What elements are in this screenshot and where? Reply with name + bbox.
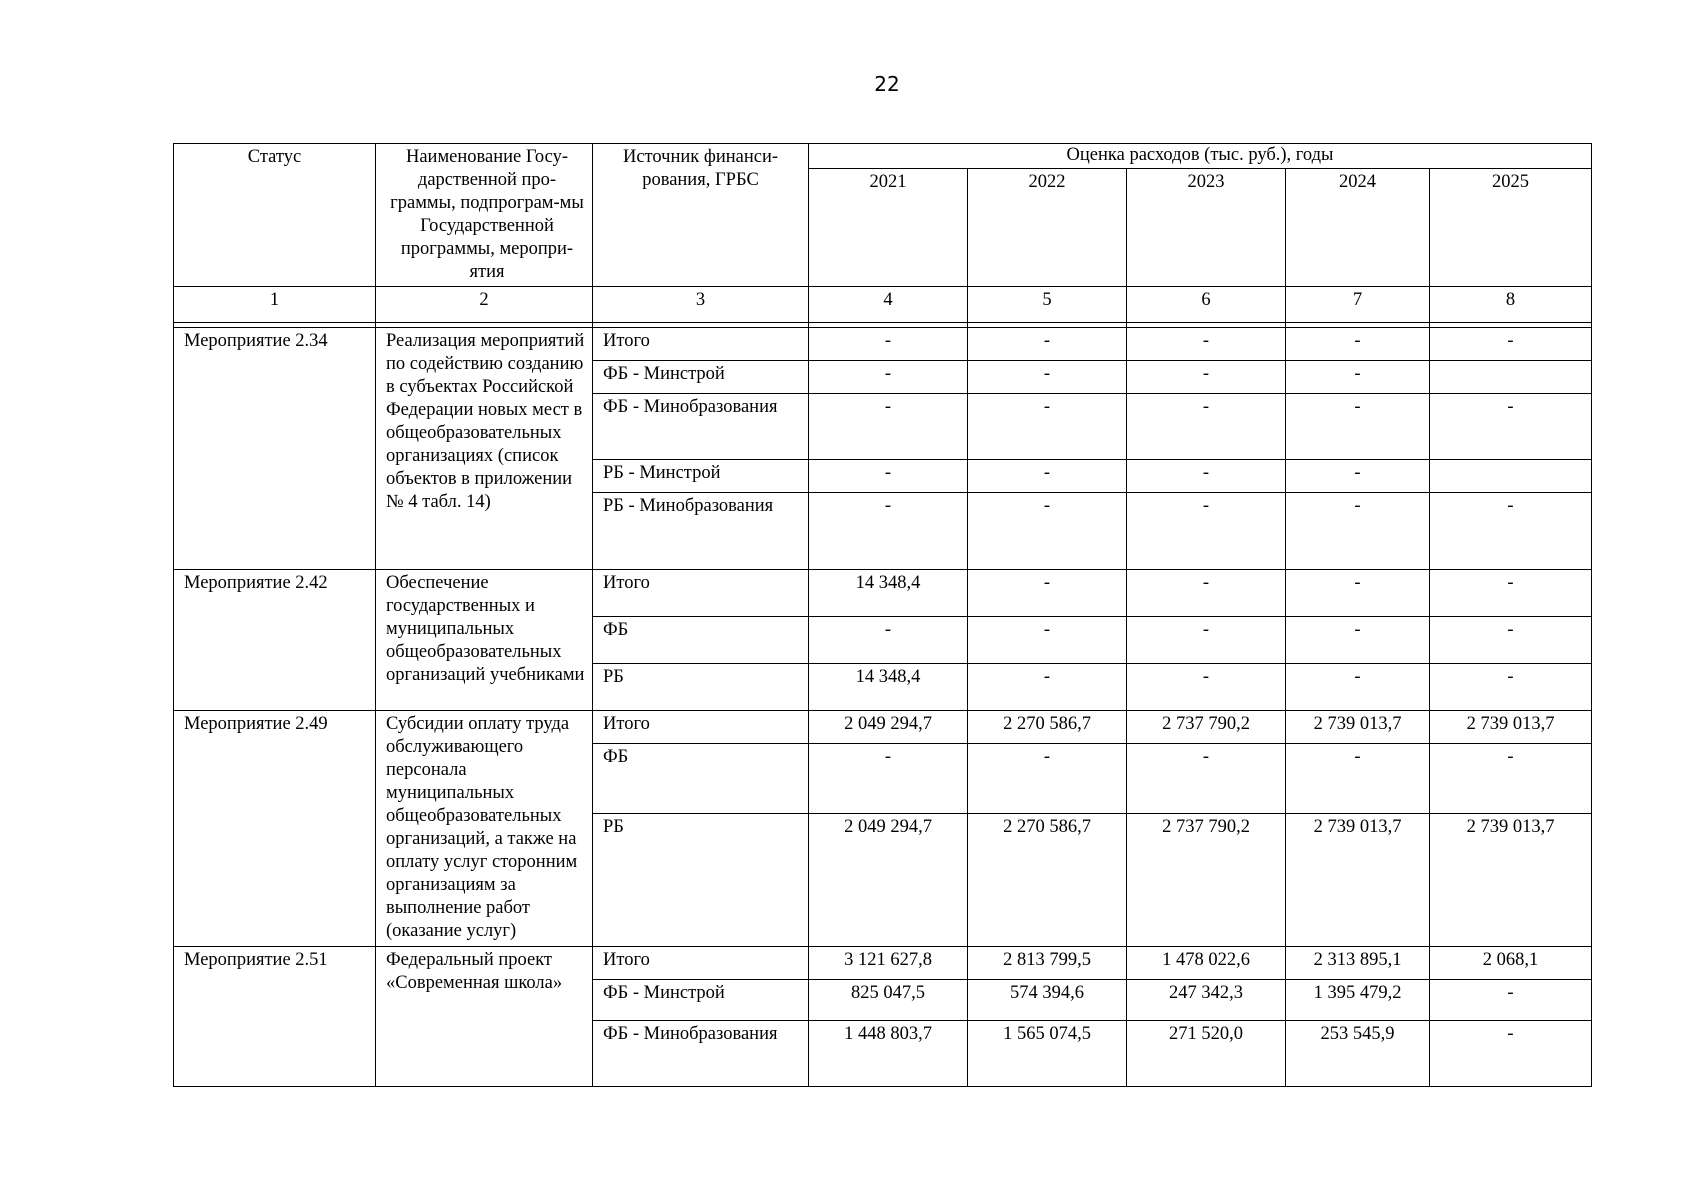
- amount-cell: -: [1430, 980, 1592, 1021]
- amount-cell: 2 813 799,5: [968, 947, 1127, 980]
- amount-cell: [1430, 361, 1592, 394]
- header-year: 2022: [968, 168, 1127, 287]
- funding-source: РБ - Минстрой: [593, 460, 809, 493]
- amount-cell: -: [1127, 328, 1286, 361]
- funding-source: ФБ - Минстрой: [593, 361, 809, 394]
- amount-cell: -: [1286, 394, 1430, 460]
- amount-cell: 1 478 022,6: [1127, 947, 1286, 980]
- header-status: Статус: [174, 144, 376, 287]
- amount-cell: -: [1127, 570, 1286, 617]
- amount-cell: 253 545,9: [1286, 1021, 1430, 1087]
- column-number: 3: [593, 287, 809, 323]
- amount-cell: -: [1430, 617, 1592, 664]
- amount-cell: -: [968, 570, 1127, 617]
- amount-cell: [1430, 460, 1592, 493]
- page-number: 22: [874, 72, 900, 96]
- amount-cell: -: [1127, 664, 1286, 711]
- amount-cell: -: [1286, 570, 1430, 617]
- measure-status: Мероприятие 2.49: [174, 711, 376, 947]
- header-source: Источник финанси-рования, ГРБС: [593, 144, 809, 287]
- amount-cell: -: [968, 744, 1127, 814]
- amount-cell: -: [968, 460, 1127, 493]
- funding-source: Итого: [593, 947, 809, 980]
- amount-cell: -: [1286, 493, 1430, 570]
- amount-cell: -: [968, 328, 1127, 361]
- funding-source: ФБ - Минстрой: [593, 980, 809, 1021]
- header-row: [174, 144, 1592, 169]
- funding-source: ФБ - Минобразования: [593, 1021, 809, 1087]
- amount-cell: 1 565 074,5: [968, 1021, 1127, 1087]
- amount-cell: -: [1430, 328, 1592, 361]
- amount-cell: 2 049 294,7: [809, 814, 968, 947]
- amount-cell: -: [1430, 493, 1592, 570]
- amount-cell: 2 737 790,2: [1127, 814, 1286, 947]
- measure-name: Обеспечение государственных и муниципальных общеобразовательных организаций учебниками: [376, 570, 593, 711]
- amount-cell: 2 068,1: [1430, 947, 1592, 980]
- amount-cell: -: [1286, 460, 1430, 493]
- amount-cell: 14 348,4: [809, 664, 968, 711]
- amount-cell: 14 348,4: [809, 570, 968, 617]
- header-year: 2024: [1286, 168, 1430, 287]
- table-row: [174, 328, 1592, 361]
- header-name: Наименование Госу-дарственной про-граммы, подпрограм-мы Государственной программы, меропри-ятия: [376, 144, 593, 287]
- measure-status: Мероприятие 2.34: [174, 328, 376, 570]
- header-year: 2025: [1430, 168, 1592, 287]
- amount-cell: -: [968, 493, 1127, 570]
- amount-cell: -: [1127, 361, 1286, 394]
- funding-source: РБ: [593, 664, 809, 711]
- amount-cell: 1 395 479,2: [1286, 980, 1430, 1021]
- amount-cell: 247 342,3: [1127, 980, 1286, 1021]
- amount-cell: -: [1286, 361, 1430, 394]
- amount-cell: -: [809, 328, 968, 361]
- funding-source: РБ - Минобразования: [593, 493, 809, 570]
- amount-cell: 2 270 586,7: [968, 711, 1127, 744]
- funding-source: Итого: [593, 328, 809, 361]
- funding-source: ФБ - Минобразования: [593, 394, 809, 460]
- amount-cell: 825 047,5: [809, 980, 968, 1021]
- amount-cell: -: [1286, 328, 1430, 361]
- amount-cell: -: [809, 394, 968, 460]
- amount-cell: -: [968, 617, 1127, 664]
- funding-source: ФБ: [593, 744, 809, 814]
- amount-cell: -: [1127, 744, 1286, 814]
- amount-cell: 574 394,6: [968, 980, 1127, 1021]
- header-year: 2021: [809, 168, 968, 287]
- amount-cell: -: [809, 361, 968, 394]
- amount-cell: -: [1286, 744, 1430, 814]
- amount-cell: -: [1430, 394, 1592, 460]
- table-row: [174, 570, 1592, 617]
- amount-cell: 2 313 895,1: [1286, 947, 1430, 980]
- amount-cell: -: [1430, 664, 1592, 711]
- column-number: 2: [376, 287, 593, 323]
- funding-source: ФБ: [593, 617, 809, 664]
- expenditure-table: [173, 143, 1592, 1087]
- amount-cell: -: [1430, 744, 1592, 814]
- amount-cell: -: [809, 493, 968, 570]
- header-year: 2023: [1127, 168, 1286, 287]
- column-number: 7: [1286, 287, 1430, 323]
- amount-cell: 2 739 013,7: [1286, 814, 1430, 947]
- column-number: 8: [1430, 287, 1592, 323]
- measure-name: Федеральный проект «Современная школа»: [376, 947, 593, 1087]
- amount-cell: 3 121 627,8: [809, 947, 968, 980]
- table-row: [174, 711, 1592, 744]
- amount-cell: -: [1286, 664, 1430, 711]
- amount-cell: 1 448 803,7: [809, 1021, 968, 1087]
- amount-cell: 2 737 790,2: [1127, 711, 1286, 744]
- amount-cell: -: [809, 460, 968, 493]
- amount-cell: 2 739 013,7: [1286, 711, 1430, 744]
- amount-cell: -: [1127, 394, 1286, 460]
- funding-source: РБ: [593, 814, 809, 947]
- amount-cell: 271 520,0: [1127, 1021, 1286, 1087]
- amount-cell: -: [1430, 570, 1592, 617]
- amount-cell: -: [1430, 1021, 1592, 1087]
- measure-status: Мероприятие 2.51: [174, 947, 376, 1087]
- amount-cell: -: [968, 394, 1127, 460]
- measure-name: Субсидии оплату труда обслуживающего персонала муниципальных общеобразовательных организаций, а также на оплату услуг сторонним организациям за выполнение работ (оказание услуг): [376, 711, 593, 947]
- amount-cell: -: [968, 361, 1127, 394]
- amount-cell: -: [968, 664, 1127, 711]
- table-row: [174, 947, 1592, 980]
- header-estimate: Оценка расходов (тыс. руб.), годы: [809, 144, 1592, 169]
- numbering-row: [174, 287, 1592, 323]
- amount-cell: -: [1286, 617, 1430, 664]
- measure-status: Мероприятие 2.42: [174, 570, 376, 711]
- amount-cell: 2 739 013,7: [1430, 711, 1592, 744]
- amount-cell: -: [1127, 617, 1286, 664]
- amount-cell: -: [809, 617, 968, 664]
- column-number: 4: [809, 287, 968, 323]
- amount-cell: -: [1127, 493, 1286, 570]
- funding-source: Итого: [593, 711, 809, 744]
- amount-cell: 2 049 294,7: [809, 711, 968, 744]
- column-number: 6: [1127, 287, 1286, 323]
- amount-cell: -: [809, 744, 968, 814]
- column-number: 1: [174, 287, 376, 323]
- amount-cell: 2 270 586,7: [968, 814, 1127, 947]
- amount-cell: -: [1127, 460, 1286, 493]
- amount-cell: 2 739 013,7: [1430, 814, 1592, 947]
- column-number: 5: [968, 287, 1127, 323]
- measure-name: Реализация мероприятий по содействию созданию в субъектах Российской Федерации новых мест в общеобразовательных организациях (список объектов в приложении № 4 табл. 14): [376, 328, 593, 570]
- funding-source: Итого: [593, 570, 809, 617]
